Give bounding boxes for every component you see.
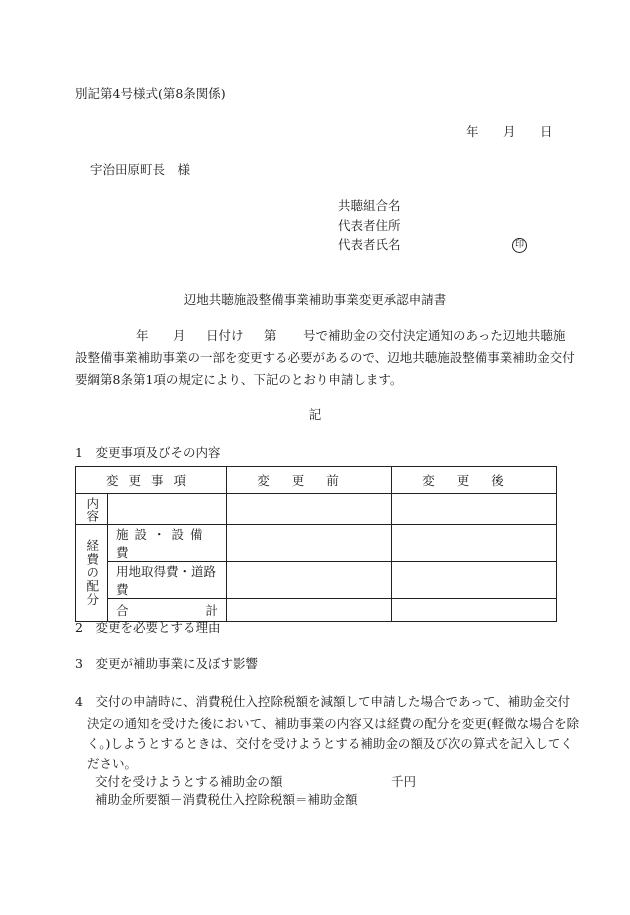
section4-line2: 決定の通知を受けた後において、補助事業の内容又は経費の配分を変更(軽微な場合を除 [87,716,580,731]
change-table [75,466,557,622]
section4-line1: 4 交付の申請時に、消費税仕入控除税額を減額して申請した場合であって、補助金交付 [75,694,571,709]
rep-address-label: 代表者住所 [338,218,401,233]
formula: 補助金所要額－消費税仕入控除税額＝補助金額 [95,792,358,807]
header-before: 変更前 [227,467,392,494]
addressee: 宇治田原町長 様 [90,162,191,177]
section2-heading: 2 変更を必要とする理由 [75,620,221,635]
naiyou-after-input[interactable] [392,494,557,525]
union-name-label: 共聴組合名 [338,198,401,213]
form-number: 別記第4号様式(第8条関係) [75,86,226,101]
land-road-cost-before-input[interactable] [227,562,392,599]
naiyou-label-cell: 内容 [76,494,108,525]
facility-cost-after-input[interactable] [392,525,557,562]
table-row [76,562,557,599]
intro-line2: 設整備事業補助事業の一部を変更する必要があるので、辺地共聴施設整備事業補助金交付 [75,350,575,365]
intro-line3: 要綱第8条第1項の規定により、下記のとおり申請します。 [75,372,403,387]
facility-cost-before-input[interactable] [227,525,392,562]
seal-icon: 印 [512,235,527,253]
date-month-label: 月 [503,124,516,139]
section3-heading: 3 変更が補助事業に及ぼす影響 [75,656,258,671]
intro-number-prefix: 第 [264,328,277,343]
table-row [76,525,557,562]
land-road-cost-label: 用地取得費・道路費 [108,562,227,599]
section4-line3: く。)しようとするときは、交付を受けようとする補助金の額及び次の算式を記入してく [87,736,573,751]
naiyou-before-input[interactable] [227,494,392,525]
keihi-label-cell: 経費の配分 [76,525,108,622]
intro-date-suffix: 日付け [206,328,244,343]
date-day-label: 日 [540,124,553,139]
intro-line1-rest: 号で補助金の交付決定通知のあった辺地共聴施 [303,328,566,343]
section4-line4: ださい。 [87,756,138,771]
document-title: 辺地共聴施設整備事業補助事業変更承認申請書 [183,292,447,307]
facility-cost-label: 施設・設備費 [108,525,227,562]
header-change-item: 変更事項 [76,467,227,494]
total-before-input[interactable] [227,599,392,622]
table-row [76,494,557,525]
ki-heading: 記 [308,407,322,422]
intro-year: 年 [136,328,149,343]
naiyou-input[interactable] [108,494,227,525]
total-label: 合計 [108,599,227,622]
rep-name-label: 代表者氏名 [338,237,401,252]
header-after: 変更後 [392,467,557,494]
total-after-input[interactable] [392,599,557,622]
section1-heading: 1 変更事項及びその内容 [75,445,221,460]
land-road-cost-after-input[interactable] [392,562,557,599]
date-year-label: 年 [466,124,479,139]
amount-unit: 千円 [391,774,417,789]
amount-label: 交付を受けようとする補助金の額 [95,774,283,789]
intro-month: 月 [173,328,186,343]
table-header-row [76,467,557,494]
